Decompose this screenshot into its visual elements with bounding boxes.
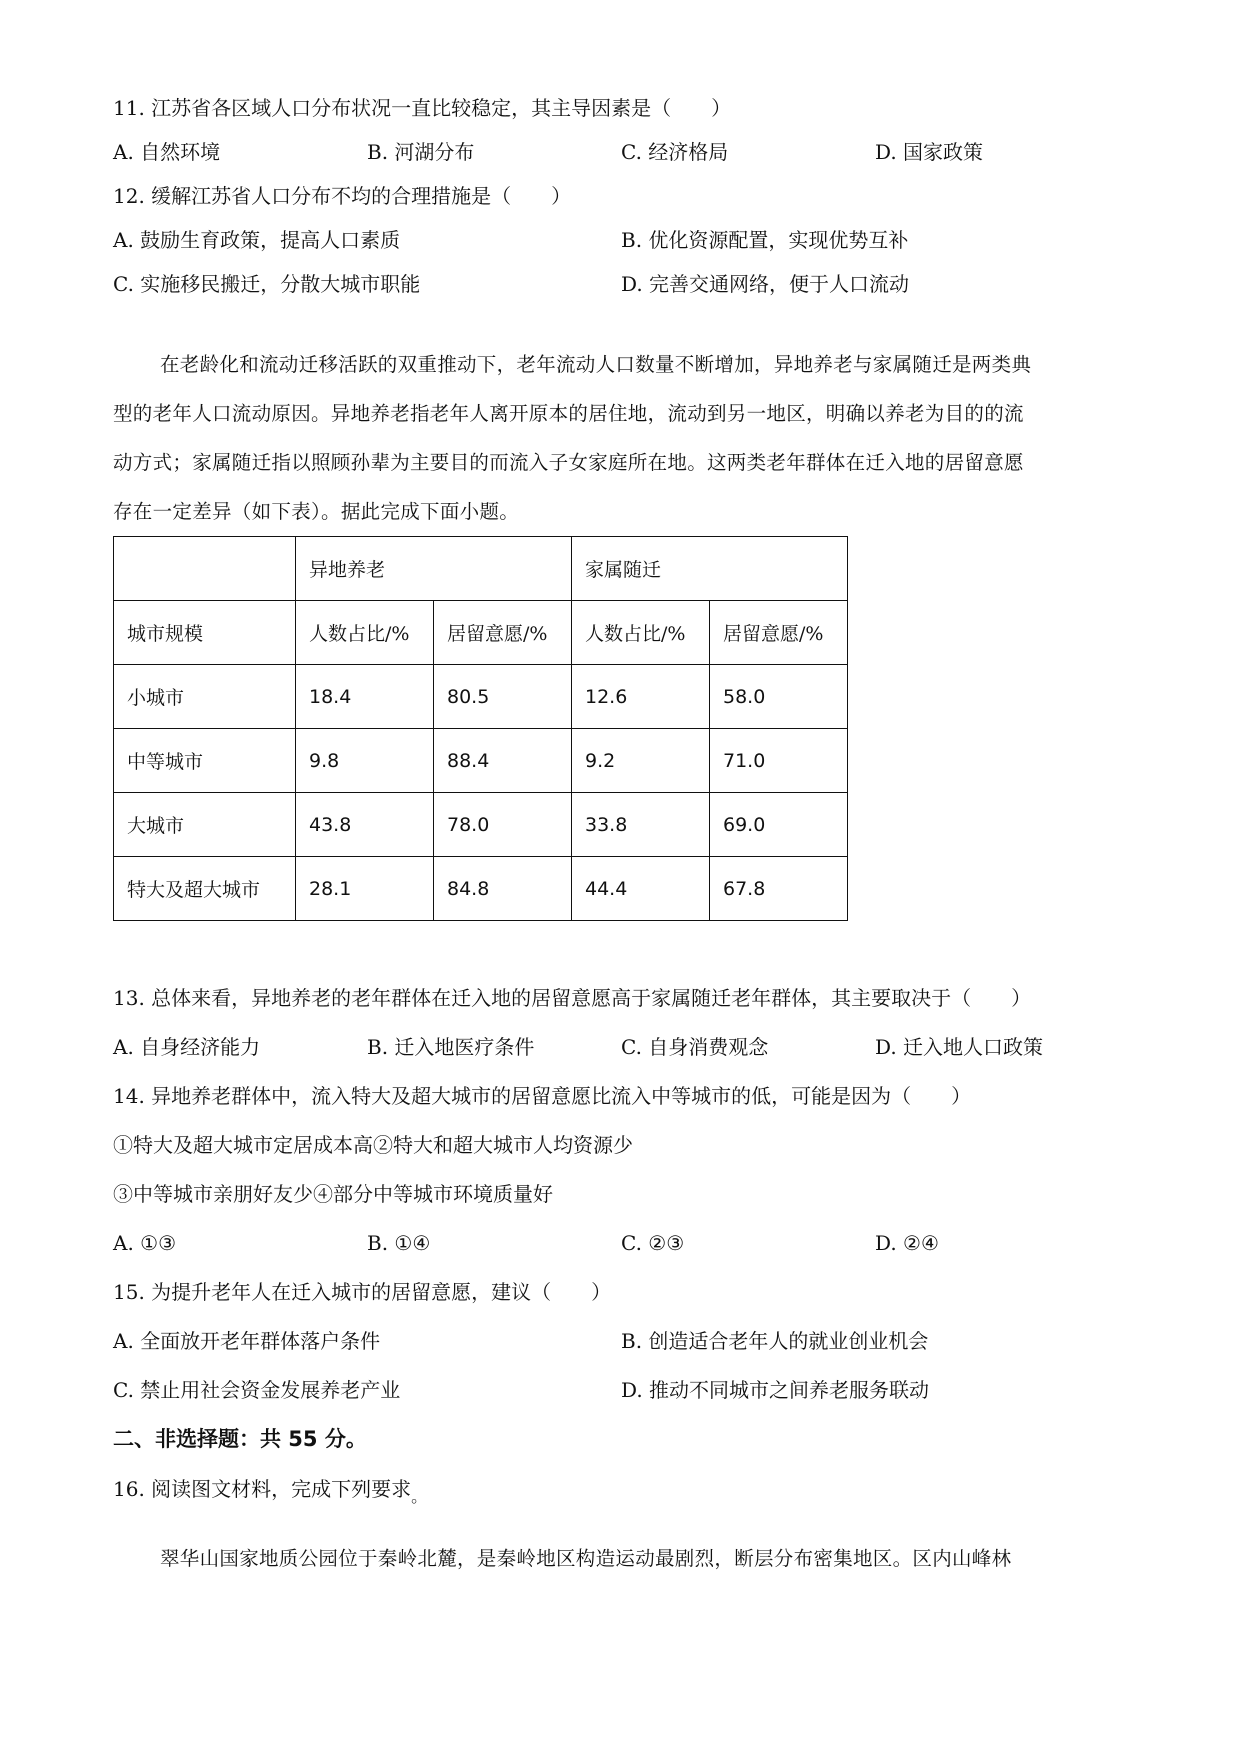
table-cell: 小城市 [114,665,296,729]
table-cell: 78.0 [434,793,572,857]
passage-line-1: 在老龄化和流动迁移活跃的双重推动下，老年流动人口数量不断增加，异地养老与家属随迁是两类典 [160,353,1032,376]
q12-option-d: D. 完善交通网络，便于人口流动 [621,272,910,296]
table-row [114,665,848,729]
table-cell: 大城市 [114,793,296,857]
table-group-header: 家属随迁 [572,537,848,601]
q11-option-c: C. 经济格局 [621,140,729,164]
q15-option-a: A. 全面放开老年群体落户条件 [113,1329,381,1353]
passage-line-2: 型的老年人口流动原因。异地养老指老年人离开原本的居住地，流动到另一地区，明确以养老为目的的流 [113,402,1024,425]
q11-stem: 11. 江苏省各区域人口分布状况一直比较稳定，其主导因素是（ ） [113,96,732,120]
table-cell: 67.8 [710,857,848,921]
table-cell: 69.0 [710,793,848,857]
q12-stem: 12. 缓解江苏省人口分布不均的合理措施是（ ） [113,184,572,208]
passage-line-4: 存在一定差异（如下表）。据此完成下面小题。 [113,500,520,523]
table-header-cell: 人数占比/% [572,601,710,665]
table-cell: 44.4 [572,857,710,921]
table-cell: 28.1 [296,857,434,921]
q11-option-d: D. 国家政策 [875,140,984,164]
q14-option-d: D. ②④ [875,1231,939,1255]
table-cell: 43.8 [296,793,434,857]
table-cell: 9.2 [572,729,710,793]
table-row [114,793,848,857]
table-cell: 9.8 [296,729,434,793]
q11-option-b: B. 河湖分布 [367,140,475,164]
table-header-row [114,601,848,665]
q16-stem-text: 16. 阅读图文材料，完成下列要求 [113,1477,412,1501]
q13-option-c: C. 自身消费观念 [621,1035,769,1059]
table-row [114,729,848,793]
q14-option-c: C. ②③ [621,1231,685,1255]
q15-stem: 15. 为提升老年人在迁入城市的居留意愿，建议（ ） [113,1280,612,1304]
passage-line-3: 动方式；家属随迁指以照顾孙辈为主要目的而流入子女家庭所在地。这两类老年群体在迁入地的居留意愿 [113,451,1024,474]
q14-option-a: A. ①③ [113,1231,177,1255]
q11-option-a: A. 自然环境 [113,140,221,164]
q13-option-a: A. 自身经济能力 [113,1035,261,1059]
table-cell: 18.4 [296,665,434,729]
table-cell: 12.6 [572,665,710,729]
q13-stem: 13. 总体来看，异地养老的老年群体在迁入地的居留意愿高于家属随迁老年群体，其主要取决于（ ） [113,986,1032,1010]
table-cell: 特大及超大城市 [114,857,296,921]
q15-option-c: C. 禁止用社会资金发展养老产业 [113,1378,401,1402]
q16-stem [113,1476,427,1504]
table-header-cell: 人数占比/% [296,601,434,665]
q14-statement-2: ③中等城市亲朋好友少④部分中等城市环境质量好 [113,1182,553,1206]
table-cell: 中等城市 [114,729,296,793]
table-cell: 71.0 [710,729,848,793]
table-cell: 33.8 [572,793,710,857]
q14-option-b: B. ①④ [367,1231,431,1255]
q12-option-c: C. 实施移民搬迁，分散大城市职能 [113,272,421,296]
table-header-cell: 居留意愿/% [434,601,572,665]
q14-statement-1: ①特大及超大城市定居成本高②特大和超大城市人均资源少 [113,1133,633,1157]
q15-option-d: D. 推动不同城市之间养老服务联动 [621,1378,930,1402]
q16-stem-mark: 。 [411,1487,428,1506]
migration-table [113,536,848,921]
table-group-header: 异地养老 [296,537,572,601]
table-corner-cell [114,537,296,601]
q13-option-d: D. 迁入地人口政策 [875,1035,1044,1059]
table-cell: 80.5 [434,665,572,729]
q16-passage: 翠华山国家地质公园位于秦岭北麓，是秦岭地区构造运动最剧烈，断层分布密集地区。区内山峰林 [160,1547,1012,1570]
section-title: 二、非选择题：共 55 分。 [113,1427,367,1451]
table-cell: 58.0 [710,665,848,729]
q15-option-b: B. 创造适合老年人的就业创业机会 [621,1329,929,1353]
table-row [114,857,848,921]
table-cell: 84.8 [434,857,572,921]
q13-option-b: B. 迁入地医疗条件 [367,1035,535,1059]
table-group-header-row [114,537,848,601]
table-cell: 88.4 [434,729,572,793]
q12-option-a: A. 鼓励生育政策，提高人口素质 [113,228,401,252]
q12-option-b: B. 优化资源配置，实现优势互补 [621,228,909,252]
table-header-cell: 居留意愿/% [710,601,848,665]
table-header-cell: 城市规模 [114,601,296,665]
q14-stem: 14. 异地养老群体中，流入特大及超大城市的居留意愿比流入中等城市的低，可能是因为（ ） [113,1084,972,1108]
